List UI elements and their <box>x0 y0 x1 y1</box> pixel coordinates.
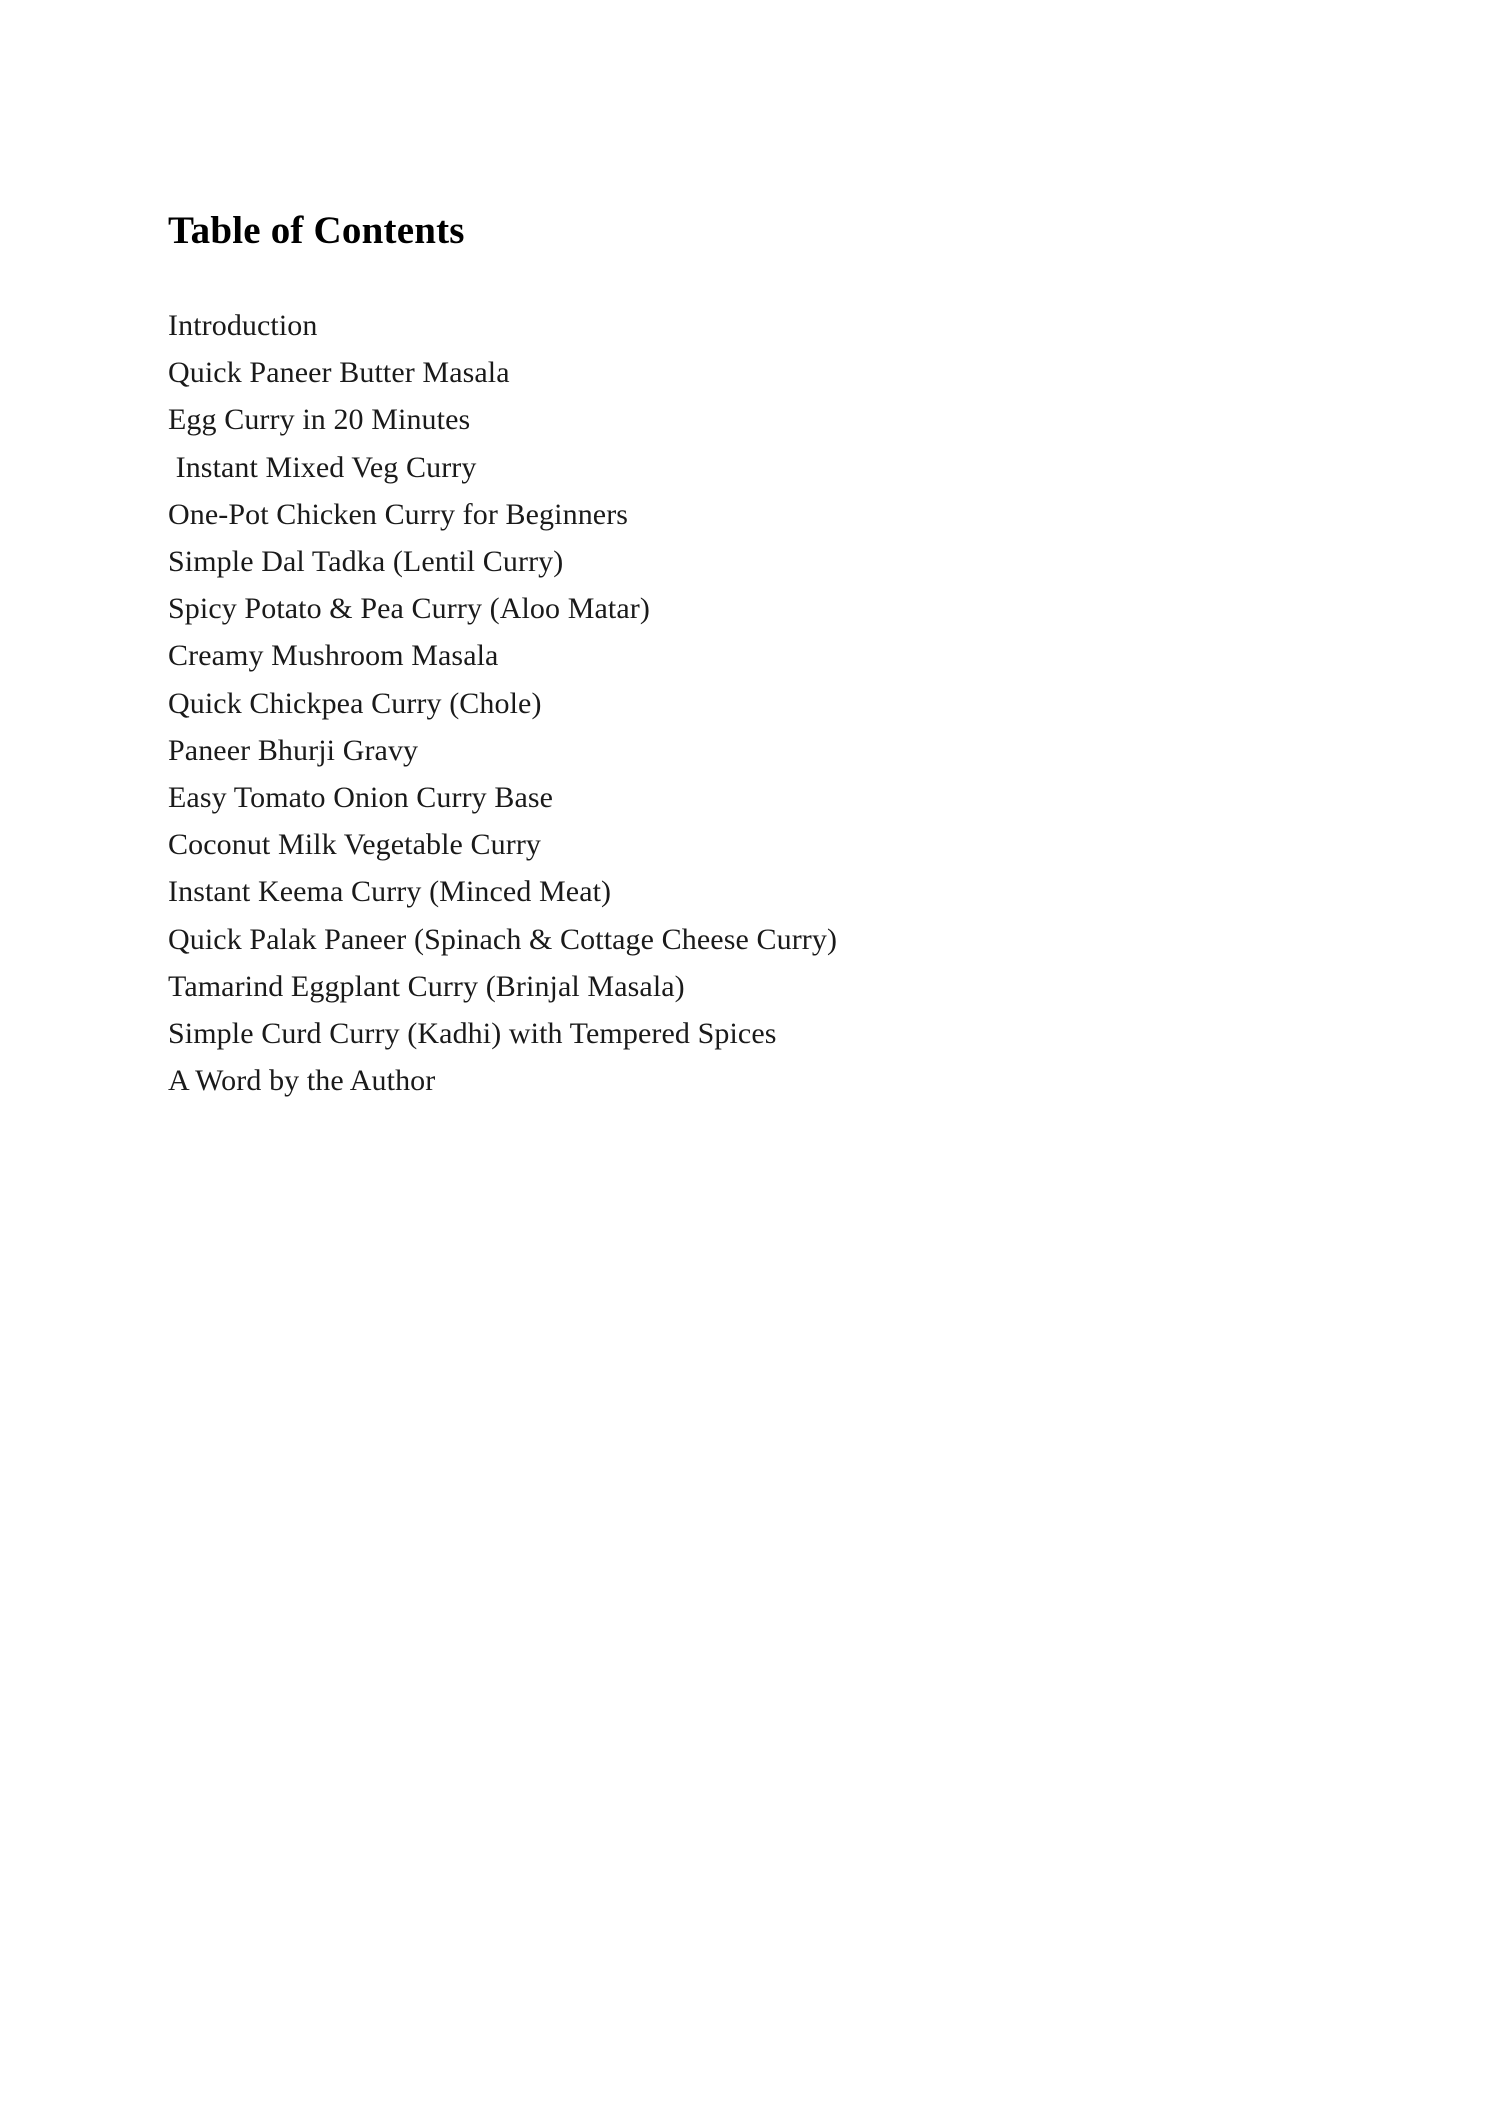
toc-entry-label: Coconut Milk Vegetable Curry <box>168 828 542 862</box>
table-of-contents-list <box>168 302 1328 1104</box>
toc-entry-label: Simple Curd Curry (Kadhi) with Tempered Spices <box>168 1017 777 1051</box>
list-item <box>168 963 1328 1010</box>
list-item <box>168 491 1328 538</box>
toc-entry-label: Simple Dal Tadka (Lentil Curry) <box>168 545 564 579</box>
toc-entry-label: Paneer Bhurji Gravy <box>168 733 419 767</box>
list-item <box>168 632 1328 679</box>
list-item <box>168 821 1328 868</box>
list-item <box>168 302 1328 349</box>
list-item <box>168 1010 1328 1057</box>
toc-entry-label: One-Pot Chicken Curry for Beginners <box>168 497 629 531</box>
list-item <box>168 868 1328 915</box>
list-item <box>168 727 1328 774</box>
toc-entry-label: Quick Paneer Butter Masala <box>168 356 510 390</box>
page-content <box>168 208 1328 1104</box>
list-item <box>168 396 1328 443</box>
toc-entry-label: Spicy Potato & Pea Curry (Aloo Matar) <box>168 592 650 626</box>
list-item <box>168 774 1328 821</box>
list-item <box>168 585 1328 632</box>
list-item <box>168 1057 1328 1104</box>
list-item <box>168 444 1328 491</box>
list-item <box>168 538 1328 585</box>
page-title: Table of Contents <box>168 209 465 252</box>
toc-entry-label: Egg Curry in 20 Minutes <box>168 403 471 437</box>
toc-entry-label: Easy Tomato Onion Curry Base <box>168 781 554 815</box>
toc-entry-label: Instant Keema Curry (Minced Meat) <box>168 875 612 909</box>
toc-entry-label: Quick Chickpea Curry (Chole) <box>168 686 542 720</box>
toc-entry-label: Creamy Mushroom Masala <box>168 639 499 673</box>
toc-entry-label: Quick Palak Paneer (Spinach & Cottage Cheese Curry) <box>168 922 838 956</box>
list-item <box>168 349 1328 396</box>
toc-entry-label: Tamarind Eggplant Curry (Brinjal Masala) <box>168 969 685 1003</box>
list-item <box>168 680 1328 727</box>
toc-entry-label: Instant Mixed Veg Curry <box>168 450 477 484</box>
toc-entry-label: A Word by the Author <box>168 1064 436 1098</box>
toc-entry-label: Introduction <box>168 309 318 342</box>
list-item <box>168 916 1328 963</box>
